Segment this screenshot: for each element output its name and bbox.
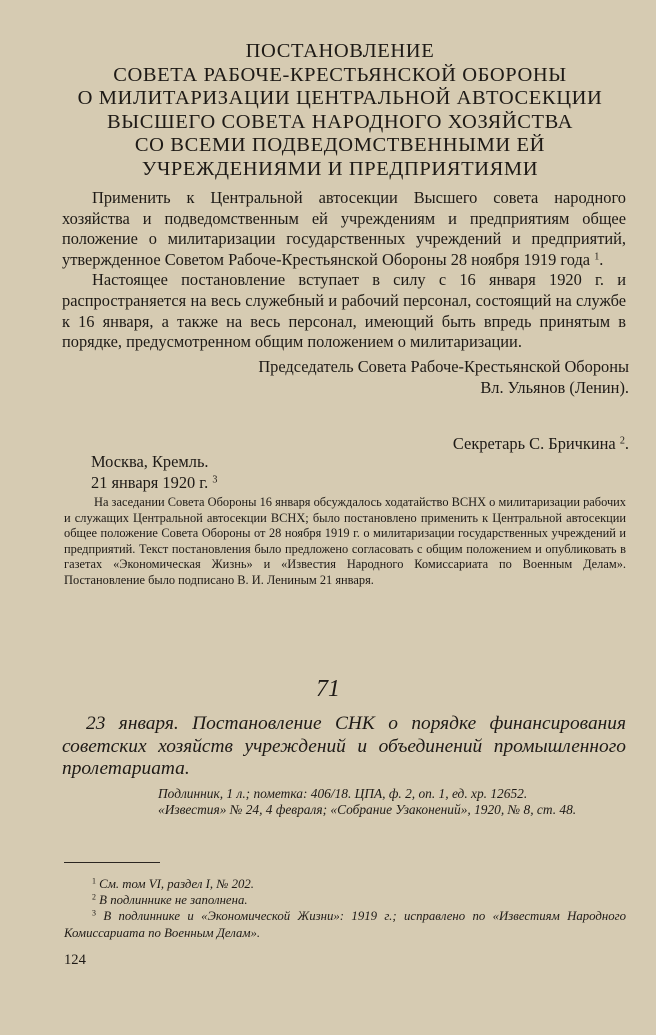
chairman-title: Председатель Совета Рабоче-Крестьянской Обороны xyxy=(258,357,629,376)
date-line xyxy=(91,473,217,494)
title-line: ВЫСШЕГО СОВЕТА НАРОДНОГО ХОЗЯЙСТВА xyxy=(106,110,574,133)
editorial-note xyxy=(64,495,626,589)
body-paragraph-2: Настоящее постановление вступает в силу с 16 января 1920 г. и распространяется на весь служебный и рабочий персонал, состоящий на службе к 16 января, а также на весь персонал, имеющий быть впредь принятым в порядке, предусмотренном общим положением о милитаризации. xyxy=(62,270,626,352)
document-title xyxy=(60,40,620,181)
footnote-mark: 1 xyxy=(92,876,96,886)
footnote: $^3$ В подлиннике и «Экономической Жизни»: 1919 г.; исправлено по «Известиям Народного Комиссариата по Военным Делам». xyxy=(64,909,627,940)
date: 21 января 1920 г. xyxy=(91,472,209,492)
chairman-signature xyxy=(258,357,629,398)
title-line: О МИЛИТАРИЗАЦИИ ЦЕНТРАЛЬНОЙ АВТОСЕКЦИИ xyxy=(77,87,603,109)
chairman-name: Вл. Ульянов (Ленин). xyxy=(480,377,629,397)
title-line: СОВЕТА РАБОЧЕ-КРЕСТЬЯНСКОЙ ОБОРОНЫ xyxy=(113,63,567,86)
footnote-mark: 2 xyxy=(92,892,96,902)
secretary-signature: Секретарь С. Бричкина $^2$. xyxy=(452,434,629,453)
footnote-divider xyxy=(64,862,160,863)
source-references xyxy=(62,786,626,819)
resolution-body xyxy=(62,188,626,353)
title-line: УЧРЕЖДЕНИЯМИ И ПРЕДПРИЯТИЯМИ xyxy=(141,157,539,180)
title-line: ПОСТАНОВЛЕНИЕ xyxy=(245,40,435,62)
place-date xyxy=(91,452,217,493)
footnote-ref: 2 xyxy=(619,435,625,447)
footnote-ref: 1 xyxy=(594,251,600,263)
source-line: Подлинник, 1 л.; пометка: 406/18. ЦПА, ф. 2, оп. 1, ед. хр. 12652. xyxy=(158,786,528,801)
secretary-name: Секретарь С. Бричкина xyxy=(452,434,616,453)
footnotes xyxy=(64,876,626,941)
footnote-mark: 3 xyxy=(92,909,96,919)
document-number: 71 xyxy=(316,676,340,702)
footnote: $^1$ См. том VI, раздел I, № 202. xyxy=(92,876,254,891)
place: Москва, Кремль. xyxy=(91,452,209,471)
body-paragraph-1: Применить к Центральной автосекции Высшего совета народного хозяйства и подведомственным ей учреждениям и предприятиям общее положение о милитаризации государственных учреждений и предприятий, утвержденное Советом Рабоче-Крестьянской Обороны 28 ноября 1919 года $^1$. xyxy=(62,188,626,269)
footnote: $^2$ В подлиннике не заполнена. xyxy=(92,892,248,908)
note-text: На заседании Совета Обороны 16 января обсуждалось ходатайство ВСНХ о милитаризации рабочих и служащих Центральной автосекции ВСНХ; было постановлено применить к Центральной автосекции общее положение Совета Обороны от 28 ноября 1919 г. о милитаризации государственных учреждений и предприятий. Текст постановления было предложено согласовать с общим положением и опубликовать в газетах «Экономическая Жизнь» и «Известия Народного Комиссариата по Военным Делам». Постановление было подписано В. И. Лениным 21 января. xyxy=(64,495,626,587)
page-number: 124 xyxy=(64,952,86,968)
next-document-title: 23 января. Постановление СНК о порядке финансирования советских хозяйств учреждений и объединений промышленного пролетариата. xyxy=(62,713,626,780)
title-line: СО ВСЕМИ ПОДВЕДОМСТВЕННЫМИ ЕЙ xyxy=(134,134,546,156)
source-line: «Известия» № 24, 4 февраля; «Собрание Узаконений», 1920, № 8, ст. 48. xyxy=(158,802,577,818)
footnote-ref: 3 xyxy=(212,474,218,486)
